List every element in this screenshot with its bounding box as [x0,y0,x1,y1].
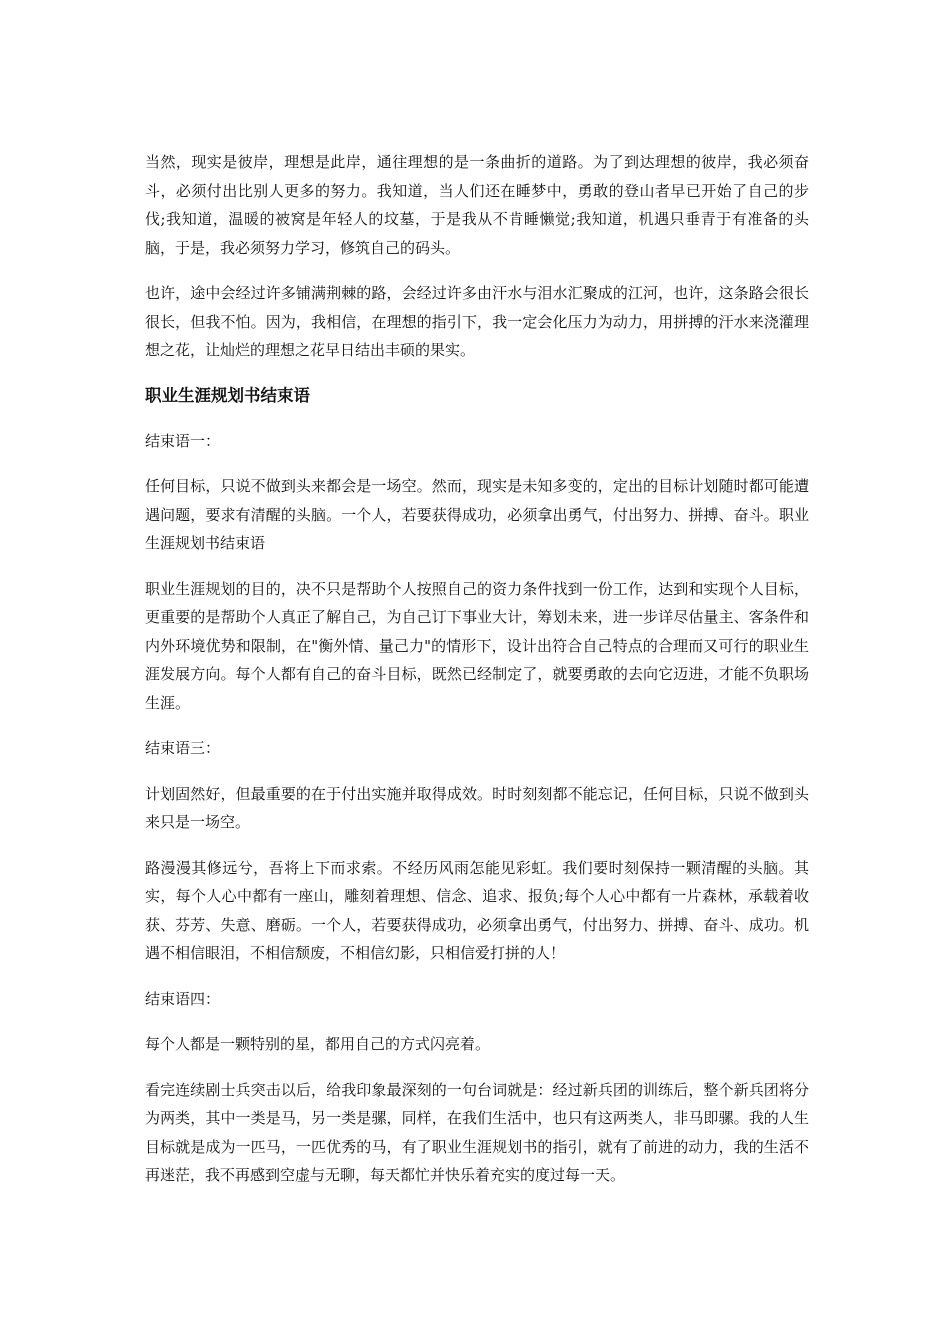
paragraph: 看完连续剧士兵突击以后，给我印象最深刻的一句台词就是：经过新兵团的训练后，整个新兵团将分为两类，其中一类是马，另一类是骡，同样，在我们生活中，也只有这两类人，非马即骡。我的人生目标就是成为一匹马，一匹优秀的马，有了职业生涯规划书的指引，就有了前进的动力，我的生活不再迷茫，我不再感到空虚与无聊，每天都忙并快乐着充实的度过每一天。 [145,1080,809,1184]
section-heading: 职业生涯规划书结束语 [145,385,310,405]
paragraph: 路漫漫其修远兮，吾将上下而求索。不经历风雨怎能见彩虹。我们要时刻保持一颗清醒的头脑。其实，每个人心中都有一座山，雕刻着理想、信念、追求、报负;每个人心中都有一片森林，承载着收获、芬芳、失意、磨砺。一个人，若要获得成功，必须拿出勇气，付出努力、拼搏、奋斗、成功。机遇不相信眼泪，不相信颓废，不相信幻影，只相信爱打拼的人！ [145,858,809,962]
subsection-label-1: 结束语一： [145,431,221,450]
paragraph: 任何目标，只说不做到头来都会是一场空。然而，现实是未知多变的，定出的目标计划随时都可能遭遇问题，要求有清醒的头脑。一个人，若要获得成功，必须拿出勇气，付出努力、拼搏、奋斗。职业生涯规划书结束语 [145,477,809,552]
subsection-label-3: 结束语三： [145,739,221,757]
paragraph: 计划固然好，但最重要的在于付出实施并取得成效。时时刻刻都不能忘记，任何目标，只说不做到头来只是一场空。 [145,784,809,831]
paragraph: 职业生涯规划的目的，决不只是帮助个人按照自己的资力条件找到一份工作，达到和实现个人目标，更重要的是帮助个人真正了解自己，为自己订下事业大计，筹划未来，进一步详尽估量主、客条件和内外环境优势和限制，在"衡外情、量己力"的情形下，设计出符合自己特点的合理而又可行的职业生涯发展方向。每个人都有自己的奋斗目标，既然已经制定了，就要勇敢的去向它迈进，才能不负职场生涯。 [145,579,809,712]
paragraph: 当然，现实是彼岸，理想是此岸，通往理想的是一条曲折的道路。为了到达理想的彼岸，我必须奋斗，必须付出比别人更多的努力。我知道，当人们还在睡梦中，勇敢的登山者早已开始了自己的步伐;我知道，温暖的被窝是年轻人的坟墓，于是我从不肯睡懒觉;我知道，机遇只垂青于有准备的头脑，于是，我必须努力学习，修筑自己的码头。 [145,153,809,257]
subsection-label-4: 结束语四： [145,989,221,1008]
paragraph: 也许，途中会经过许多铺满荆棘的路，会经过许多由汗水与泪水汇聚成的江河，也许，这条路会很长很长，但我不怕。因为，我相信，在理想的指引下，我一定会化压力为动力，用拼搏的汗水来浇灌理想之花，让灿烂的理想之花早日结出丰硕的果实。 [145,284,809,359]
document-body [145,148,809,1207]
paragraph: 每个人都是一颗特别的星，都用自己的方式闪亮着。 [145,1035,491,1053]
